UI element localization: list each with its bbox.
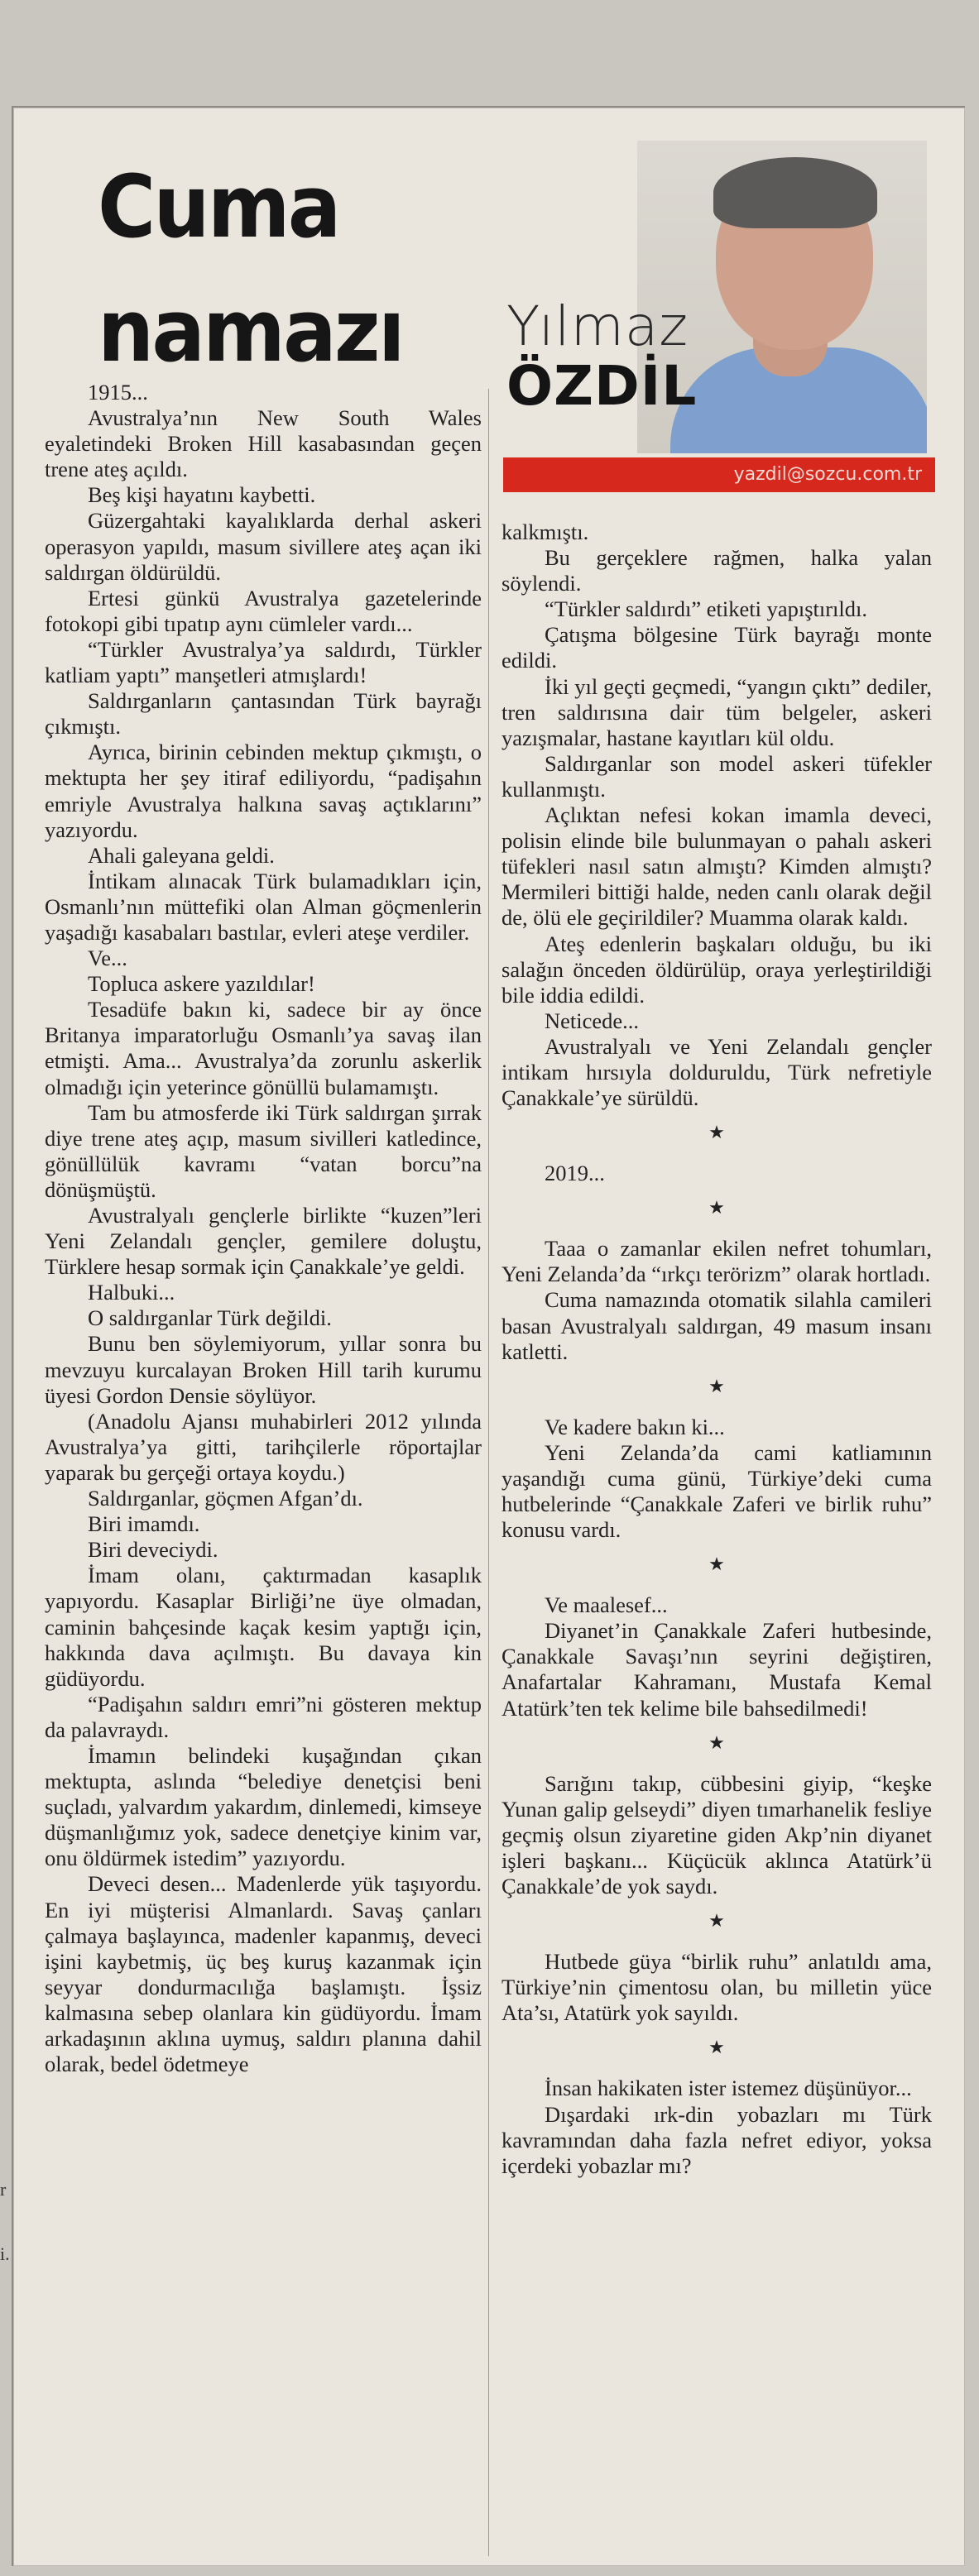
author-first-name: Yılmaz — [506, 294, 689, 358]
section-star-separator: ★ — [708, 1197, 725, 1219]
paragraph: Ve maalesef... — [545, 1592, 668, 1618]
paragraph: (Anadolu Ajansı muhabirleri 2012 yılında Avustralya’ya gitti, tarihçilerle röportajlar yaparak bu gerçeği ortaya koydu.) — [45, 1408, 482, 1485]
paragraph: Avustralya’nın New South Wales eyaletindeki Broken Hill kasabasından geçen trene ateş açıldı. — [45, 405, 482, 482]
section-star-separator: ★ — [708, 1554, 725, 1575]
paragraph: Sarığını takıp, cübbesini giyip, “keşke Yunan galip gelseydi” diyen tımarhanelik fesliye geçmiş olsun ziyaretine giden Akp’nin diyanet işleri başkanı... Küçücük aklınca Atatürk’ü Çanakkale’de yok saydı. — [501, 1770, 932, 1899]
paragraph: Bu gerçeklere rağmen, halka yalan söylendi. — [501, 545, 932, 596]
article-column-right — [501, 520, 932, 2179]
paragraph: İntikam alınacak Türk bulamadıkları için, Osmanlı’nın müttefiki olan Alman göçmenlerin yaşadığı kasabaları bastılar, evleri ateşe verdiler. — [45, 868, 482, 945]
section-star-separator: ★ — [708, 1122, 725, 1143]
paragraph: “Türkler Avustralya’ya saldırdı, Türkler katliam yaptı” manşetleri atmışlardı! — [45, 636, 482, 688]
author-photo-hair — [713, 157, 877, 228]
paragraph: İmam olanı, çaktırmadan kasaplık yapıyordu. Kasaplar Birliği’ne üye olmadan, caminin bahçesinde kaçak kesim yaptığı için, hakkında dava açılmıştı. Bu davaya kin güdüyordu. — [45, 1563, 482, 1691]
paragraph: Hutbede güya “birlik ruhu” anlatıldı ama, Türkiye’nin çimentosu olan, bu milletin yüce Ata’sı, Atatürk yok sayıldı. — [501, 1949, 932, 2026]
paragraph: Neticede... — [545, 1008, 640, 1033]
paragraph: Taaa o zamanlar ekilen nefret tohumları, Yeni Zelanda’da “ırkçı terörizm” olarak hortladı. — [501, 1236, 932, 1287]
paragraph: İnsan hakikaten ister istemez düşünüyor... — [545, 2076, 912, 2101]
paragraph: Ve... — [88, 946, 127, 971]
headline — [98, 145, 403, 393]
paragraph: “Türkler saldırdı” etiketi yapıştırıldı. — [545, 596, 868, 622]
headline-line-2: namazı — [98, 280, 403, 381]
paragraph: Cuma namazında otomatik silahla camileri basan Avustralyalı saldırgan, 49 masum insanı katletti. — [501, 1287, 932, 1364]
paragraph: Bunu ben söylemiyorum, yıllar sonra bu mevzuyu kurcalayan Broken Hill tarih kurumu üyesi Gordon Densie söylüyor. — [45, 1331, 482, 1408]
paragraph: Diyanet’in Çanakkale Zaferi hutbesinde, Çanakkale Savaşı’nın seyrini değiştiren, Anafartalar Kahramanı, Mustafa Kemal Atatürk’ten tek kelime bile bahsedilmedi! — [501, 1618, 932, 1721]
paragraph: Halbuki... — [88, 1280, 175, 1305]
paragraph: İki yıl geçti geçmedi, “yangın çıktı” dediler, tren saldırısına dair tüm belgeler, askeri yazışmalar, hastane kayıtları kül oldu. — [501, 673, 932, 750]
paragraph: Ve kadere bakın ki... — [545, 1414, 725, 1439]
paragraph: Avustralyalı gençlerle birlikte “kuzen”leri Yeni Zelandalı gençler, gemilere doluştu, Türklere hesap sormak için Çanakkale’ye geldi. — [45, 1203, 482, 1280]
paragraph: Güzergahtaki kayalıklarda derhal askeri operasyon yapıldı, masum sivillere ateş açan iki saldırgan öldürüldü. — [45, 508, 482, 585]
article-column-left — [45, 380, 482, 2077]
paragraph: Açlıktan nefesi kokan imamla deveci, polisin elinde bile bulunmayan o pahalı askeri tüfekleri nasıl satın almıştı? Kimden almıştı? Mermileri bittiği halde, neden canlı olarak değil de, ölü ele geçirildiler? Muamma olarak kaldı. — [501, 802, 932, 931]
author-byline — [506, 294, 698, 418]
paragraph: 2019... — [545, 1161, 605, 1186]
paragraph: Ahali galeyana geldi. — [88, 842, 275, 868]
margin-fragment: i. — [0, 2243, 10, 2264]
section-star-separator: ★ — [708, 1731, 725, 1753]
paragraph: Beş kişi hayatını kaybetti. — [88, 482, 316, 508]
paragraph: Avustralyalı ve Yeni Zelandalı gençler intikam hırsıyla dolduruldu, Türk nefretiyle Çanakkale’ye sürüldü. — [501, 1033, 932, 1111]
section-star-separator: ★ — [708, 1375, 725, 1396]
author-last-name: ÖZDİL — [506, 354, 698, 418]
paragraph: Saldırganlar son model askeri tüfekler kullanmıştı. — [501, 750, 932, 802]
headline-line-1: Cuma — [98, 156, 339, 257]
author-email[interactable]: yazdil@sozcu.com.tr — [733, 464, 922, 485]
margin-fragment: r — [0, 2179, 7, 2200]
author-email-bar — [503, 457, 935, 492]
section-star-separator: ★ — [708, 2037, 725, 2058]
paragraph: O saldırganlar Türk değildi. — [88, 1305, 332, 1331]
paragraph: Ateş edenlerin başkaları olduğu, bu iki salağın önceden öldürülüp, oraya yerleştirildiği bile iddia edildi. — [501, 931, 932, 1008]
paragraph: “Padişahın saldırı emri”ni gösteren mektup da palavraydı. — [45, 1691, 482, 1742]
paragraph: Ertesi günkü Avustralya gazetelerinde fotokopi gibi tıpatıp aynı cümleler vardı... — [45, 585, 482, 636]
paragraph: 1915... — [88, 380, 148, 405]
paragraph: Ayrıca, birinin cebinden mektup çıkmıştı, o mektupta her şey itiraf ediliyordu, “padişahın emriyle Avustralya halkına savaş açtıklarını” yazıyordu. — [45, 740, 482, 842]
paragraph: Biri imamdı. — [88, 1511, 200, 1537]
paragraph: Saldırganlar, göçmen Afgan’dı. — [88, 1486, 363, 1511]
margin-fragments — [0, 2157, 10, 2286]
paragraph: Saldırganların çantasından Türk bayrağı çıkmıştı. — [45, 688, 482, 740]
paragraph: Topluca askere yazıldılar! — [88, 971, 315, 997]
paragraph: Tam bu atmosferde iki Türk saldırgan şırrak diye trene ateş açıp, masum sivilleri katledince, gönüllülük kavramı “vatan borcu”na dönüşmüştü. — [45, 1099, 482, 1202]
paragraph: Biri deveciydi. — [88, 1537, 218, 1563]
paragraph: Deveci desen... Madenlerde yük taşıyordu. En iyi müşterisi Almanlardı. Savaş çanları çalmaya başlayınca, madenler kapanmış, deveci işini kaybetmiş, üç beş kuruş kazanmak için seyyar dondurmacılığa başlamıştı. İşsiz kalmasına sebep olanlara kin güdüyordu. İmam arkadaşının aklına uymuş, saldırı planına dahil olarak, bedel ödetmeye — [45, 1871, 482, 2077]
section-star-separator: ★ — [708, 1910, 725, 1932]
paragraph: Yeni Zelanda’da cami katliamının yaşandığı cuma günü, Türkiye’deki cuma hutbelerinde “Çanakkale Zaferi ve birlik ruhu” konusu vardı. — [501, 1439, 932, 1543]
paragraph: İmamın belindeki kuşağından çıkan mektupta, aslında “belediye denetçisi beni suçladı, yalvardım yakardım, dinlemedi, kimseye düşmanlığımız yok, sadece denetçiye kinim var, onu öldürmek istedim” yazıyordu. — [45, 1742, 482, 1871]
column-divider — [488, 389, 489, 2556]
paragraph: Tesadüfe bakın ki, sadece bir ay önce Britanya imparatorluğu Osmanlı’ya savaş ilan etmişti. Ama... Avustralya’da zorunlu askerlik olmadığı için yeterince gönüllü bulamamıştı. — [45, 997, 482, 1099]
paragraph: Çatışma bölgesine Türk bayrağı monte edildi. — [501, 622, 932, 673]
paragraph: Dışardaki ırk-din yobazları mı Türk kavramından daha fazla nefret ediyor, yoksa içerdeki yobazlar mı? — [501, 2101, 932, 2178]
paragraph: kalkmıştı. — [501, 520, 589, 544]
